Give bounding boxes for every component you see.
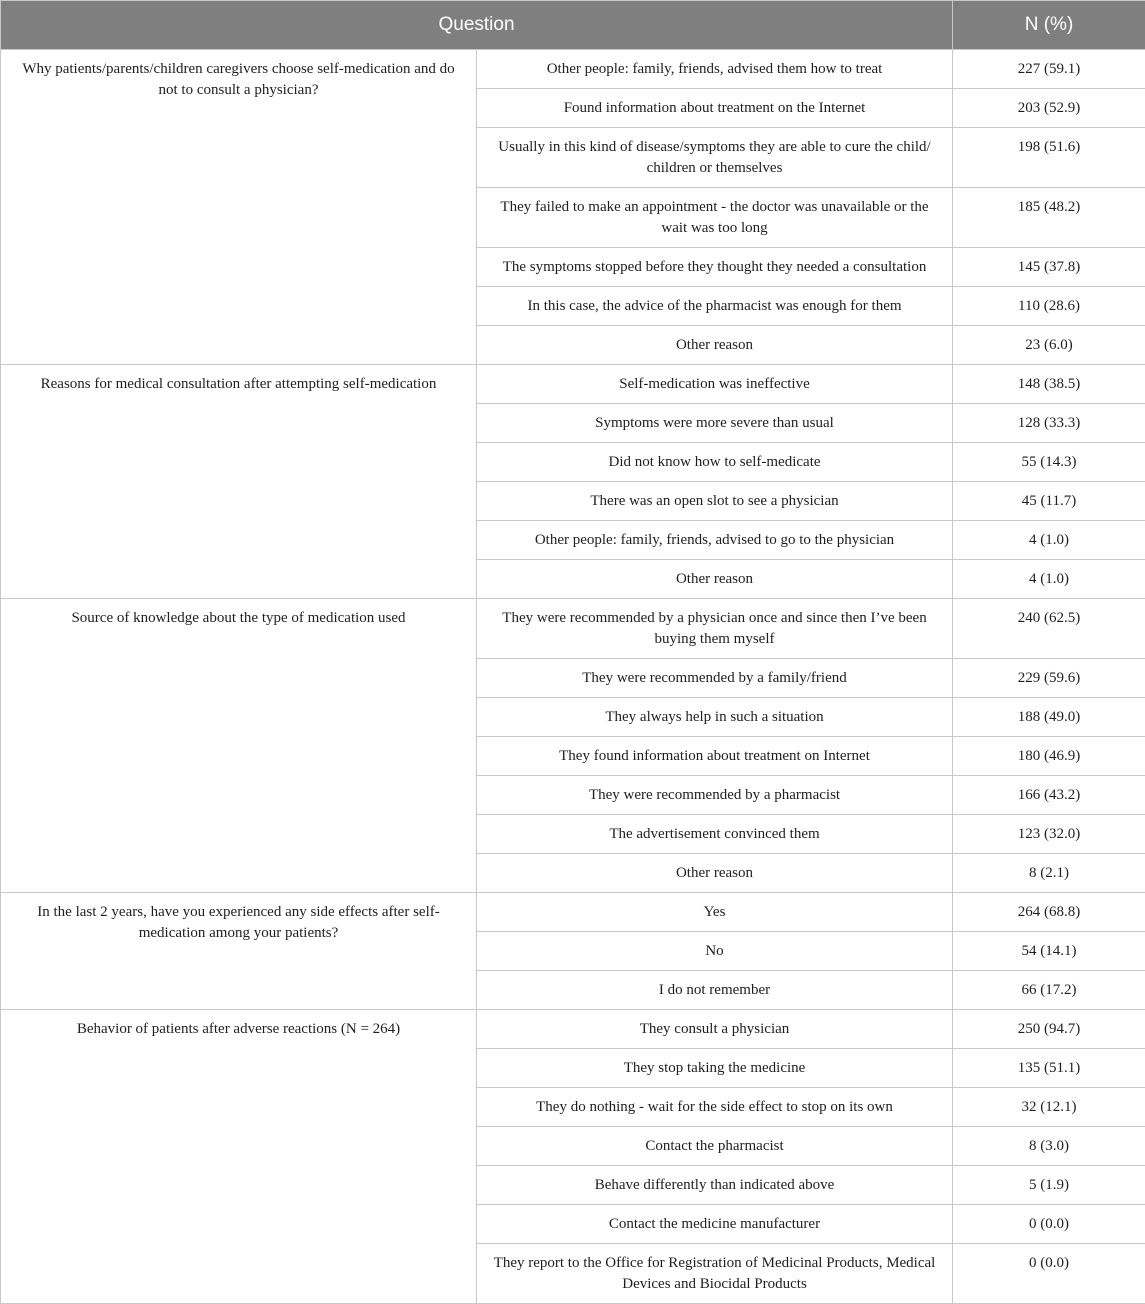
answer-cell: Yes	[477, 893, 953, 932]
answer-cell: Other people: family, friends, advised them how to treat	[477, 50, 953, 89]
answer-cell: No	[477, 932, 953, 971]
answer-cell: Behave differently than indicated above	[477, 1166, 953, 1205]
count-cell: 180 (46.9)	[953, 737, 1145, 776]
count-cell: 148 (38.5)	[953, 365, 1145, 404]
answer-cell: They were recommended by a pharmacist	[477, 776, 953, 815]
count-cell: 264 (68.8)	[953, 893, 1145, 932]
answer-cell: In this case, the advice of the pharmacist was enough for them	[477, 287, 953, 326]
answer-cell: Self-medication was ineffective	[477, 365, 953, 404]
answer-cell: They failed to make an appointment - the doctor was unavailable or the wait was too long	[477, 188, 953, 248]
answer-cell: They do nothing - wait for the side effect to stop on its own	[477, 1088, 953, 1127]
question-cell: Reasons for medical consultation after attempting self-medication	[1, 365, 477, 599]
count-cell: 227 (59.1)	[953, 50, 1145, 89]
question-cell: Behavior of patients after adverse reactions (N = 264)	[1, 1010, 477, 1304]
table-row	[1, 50, 1145, 89]
count-cell: 135 (51.1)	[953, 1049, 1145, 1088]
table-row	[1, 599, 1145, 659]
answer-cell: Other reason	[477, 854, 953, 893]
answer-cell: Did not know how to self-medicate	[477, 443, 953, 482]
count-cell: 198 (51.6)	[953, 128, 1145, 188]
question-cell: In the last 2 years, have you experienced any side effects after self-medication among your patients?	[1, 893, 477, 1010]
count-cell: 203 (52.9)	[953, 89, 1145, 128]
answer-cell: There was an open slot to see a physician	[477, 482, 953, 521]
count-cell: 8 (3.0)	[953, 1127, 1145, 1166]
count-cell: 128 (33.3)	[953, 404, 1145, 443]
answer-cell: The advertisement convinced them	[477, 815, 953, 854]
count-cell: 66 (17.2)	[953, 971, 1145, 1010]
n-percent-column-header: N (%)	[953, 1, 1145, 50]
count-cell: 4 (1.0)	[953, 560, 1145, 599]
question-column-header: Question	[1, 1, 953, 50]
count-cell: 229 (59.6)	[953, 659, 1145, 698]
answer-cell: Other reason	[477, 560, 953, 599]
table-row	[1, 893, 1145, 932]
count-cell: 0 (0.0)	[953, 1244, 1145, 1304]
answer-cell: The symptoms stopped before they thought they needed a consultation	[477, 248, 953, 287]
question-cell: Why patients/parents/children caregivers choose self-medication and do not to consult a physician?	[1, 50, 477, 365]
table-row	[1, 365, 1145, 404]
answer-cell: Other people: family, friends, advised to go to the physician	[477, 521, 953, 560]
answer-cell: They were recommended by a family/friend	[477, 659, 953, 698]
count-cell: 45 (11.7)	[953, 482, 1145, 521]
count-cell: 4 (1.0)	[953, 521, 1145, 560]
count-cell: 145 (37.8)	[953, 248, 1145, 287]
count-cell: 188 (49.0)	[953, 698, 1145, 737]
table-header-row	[1, 1, 1145, 50]
count-cell: 23 (6.0)	[953, 326, 1145, 365]
answer-cell: I do not remember	[477, 971, 953, 1010]
answer-cell: Other reason	[477, 326, 953, 365]
count-cell: 5 (1.9)	[953, 1166, 1145, 1205]
answer-cell: Contact the medicine manufacturer	[477, 1205, 953, 1244]
count-cell: 0 (0.0)	[953, 1205, 1145, 1244]
count-cell: 250 (94.7)	[953, 1010, 1145, 1049]
answer-cell: They always help in such a situation	[477, 698, 953, 737]
table-row	[1, 1010, 1145, 1049]
answer-cell: They were recommended by a physician once and since then I’ve been buying them myself	[477, 599, 953, 659]
count-cell: 185 (48.2)	[953, 188, 1145, 248]
count-cell: 123 (32.0)	[953, 815, 1145, 854]
count-cell: 240 (62.5)	[953, 599, 1145, 659]
count-cell: 55 (14.3)	[953, 443, 1145, 482]
answer-cell: Found information about treatment on the Internet	[477, 89, 953, 128]
answer-cell: They report to the Office for Registration of Medicinal Products, Medical Devices and Biocidal Products	[477, 1244, 953, 1304]
count-cell: 166 (43.2)	[953, 776, 1145, 815]
answer-cell: They stop taking the medicine	[477, 1049, 953, 1088]
answer-cell: Usually in this kind of disease/symptoms they are able to cure the child/ children or themselves	[477, 128, 953, 188]
count-cell: 54 (14.1)	[953, 932, 1145, 971]
count-cell: 110 (28.6)	[953, 287, 1145, 326]
answer-cell: They consult a physician	[477, 1010, 953, 1049]
answer-cell: Contact the pharmacist	[477, 1127, 953, 1166]
count-cell: 32 (12.1)	[953, 1088, 1145, 1127]
question-cell: Source of knowledge about the type of medication used	[1, 599, 477, 893]
answer-cell: They found information about treatment on Internet	[477, 737, 953, 776]
count-cell: 8 (2.1)	[953, 854, 1145, 893]
answer-cell: Symptoms were more severe than usual	[477, 404, 953, 443]
